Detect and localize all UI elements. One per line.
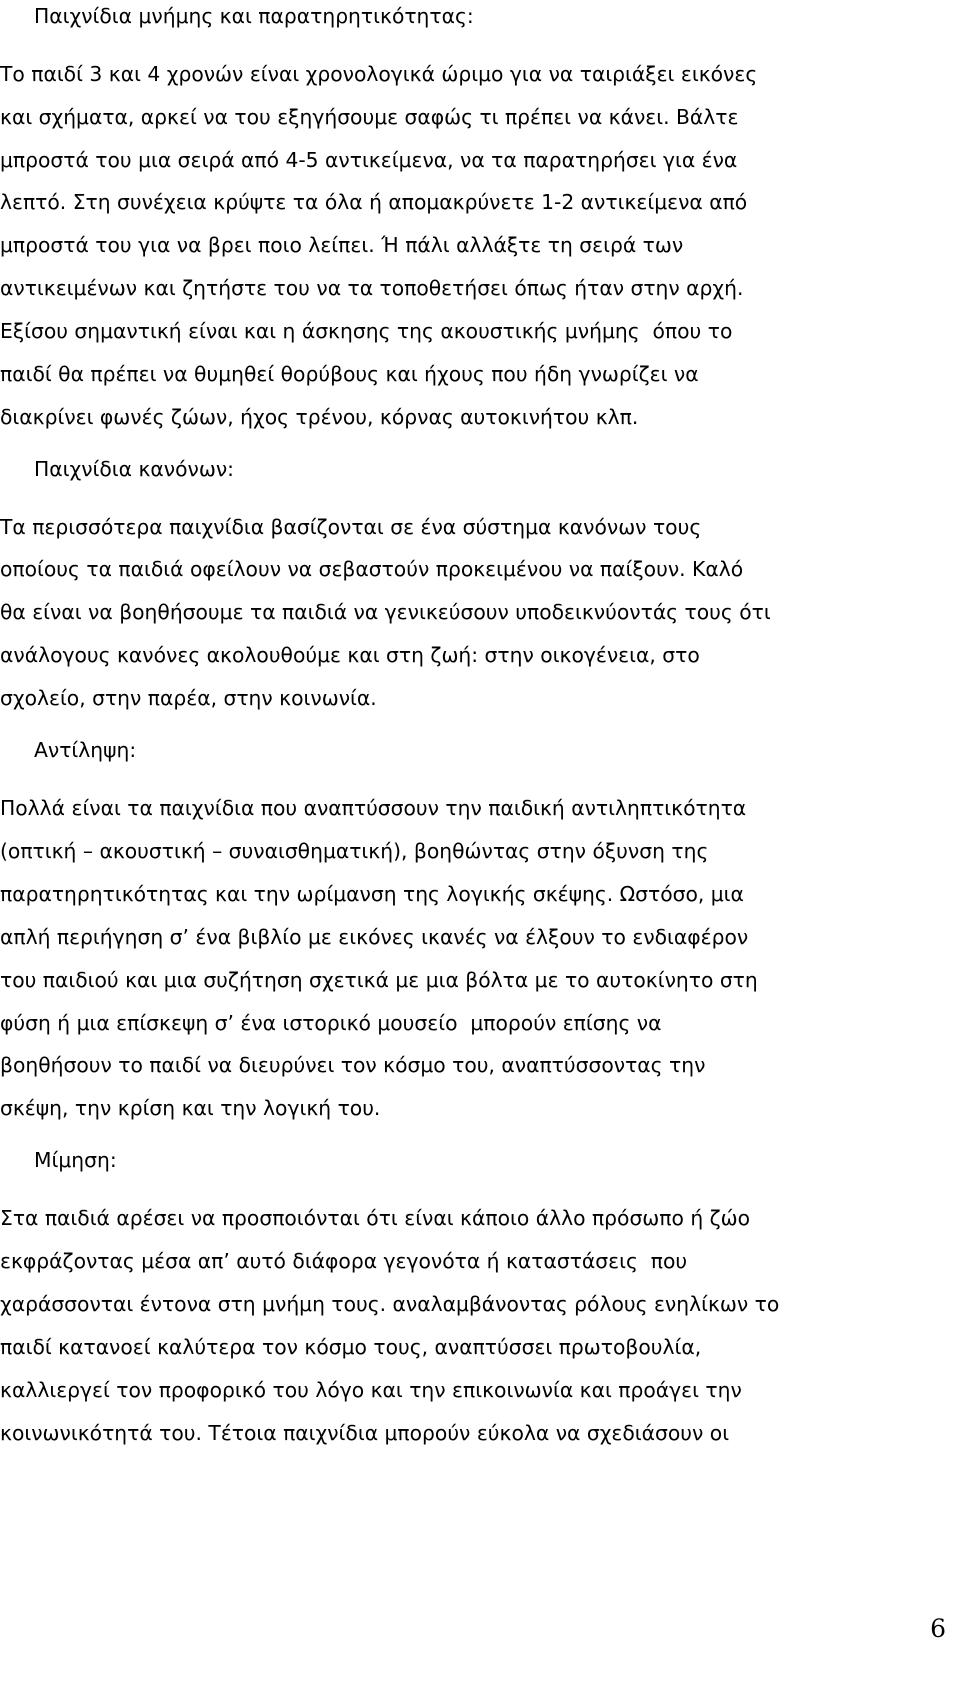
page-number: 6 bbox=[930, 1614, 946, 1643]
paragraph-line: Το παιδί 3 και 4 χρονών είναι χρονολογικά ώριμο για να ταιριάξει εικόνες bbox=[0, 62, 758, 86]
paragraph-line: απλή περιήγηση σ’ ένα βιβλίο με εικόνες ικανές να έλξουν το ενδιαφέρον bbox=[0, 925, 749, 949]
paragraph-line: λεπτό. Στη συνέχεια κρύψτε τα όλα ή απομακρύνετε 1-2 αντικείμενα από bbox=[0, 190, 748, 214]
paragraph-line: βοηθήσουν το παιδί να διευρύνει τον κόσμο του, αναπτύσσοντας την bbox=[0, 1053, 706, 1077]
paragraph-line: παιδί θα πρέπει να θυμηθεί θορύβους και ήχους που ήδη γνωρίζει να bbox=[0, 362, 699, 386]
paragraph-line: Πολλά είναι τα παιχνίδια που αναπτύσσουν την παιδική αντιληπτικότητα bbox=[0, 796, 747, 820]
paragraph-line: χαράσσονται έντονα στη μνήμη τους. αναλαμβάνοντας ρόλους ενηλίκων το bbox=[0, 1292, 780, 1316]
paragraph-line: Τα περισσότερα παιχνίδια βασίζονται σε ένα σύστημα κανόνων τους bbox=[0, 515, 702, 539]
paragraph-line: εκφράζοντας μέσα απ’ αυτό διάφορα γεγονότα ή καταστάσεις που bbox=[0, 1249, 688, 1273]
paragraph-line: αντικειμένων και ζητήστε του να τα τοποθετήσει όπως ήταν στην αρχή. bbox=[0, 276, 744, 300]
paragraph-line: σκέψη, την κρίση και την λογική του. bbox=[0, 1096, 381, 1120]
paragraph-line: ανάλογους κανόνες ακολουθούμε και στη ζωή: στην οικογένεια, στο bbox=[0, 643, 700, 667]
section-heading-imitation: Μίμηση: bbox=[34, 1148, 117, 1172]
paragraph-line: οποίους τα παιδιά οφείλουν να σεβαστούν προκειμένου να παίξουν. Καλό bbox=[0, 557, 744, 581]
paragraph-line: διακρίνει φωνές ζώων, ήχος τρένου, κόρνας αυτοκινήτου κλπ. bbox=[0, 405, 639, 429]
paragraph-line: καλλιεργεί τον προφορικό του λόγο και την επικοινωνία και προάγει την bbox=[0, 1378, 742, 1402]
section-heading-rules: Παιχνίδια κανόνων: bbox=[34, 457, 235, 481]
paragraph-line: και σχήματα, αρκεί να του εξηγήσουμε σαφώς τι πρέπει να κάνει. Βάλτε bbox=[0, 105, 739, 129]
paragraph-line: Στα παιδιά αρέσει να προσποιόνται ότι είναι κάποιο άλλο πρόσωπο ή ζώο bbox=[0, 1206, 751, 1230]
paragraph-line: μπροστά του μια σειρά από 4-5 αντικείμενα, να τα παρατηρήσει για ένα bbox=[0, 148, 738, 172]
section-heading-perception: Αντίληψη: bbox=[34, 738, 137, 762]
paragraph-line: (οπτική – ακουστική – συναισθηματική), βοηθώντας στην όξυνση της bbox=[0, 839, 709, 863]
paragraph-line: σχολείο, στην παρέα, στην κοινωνία. bbox=[0, 686, 377, 710]
paragraph-line: παιδί κατανοεί καλύτερα τον κόσμο τους, αναπτύσσει πρωτοβουλία, bbox=[0, 1335, 702, 1359]
paragraph-line: μπροστά του για να βρει ποιο λείπει. Ή πάλι αλλάξτε τη σειρά των bbox=[0, 233, 684, 257]
section-heading-memory: Παιχνίδια μνήμης και παρατηρητικότητας: bbox=[34, 4, 474, 28]
paragraph-line: φύση ή μια επίσκεψη σ’ ένα ιστορικό μουσείο μπορούν επίσης να bbox=[0, 1011, 662, 1035]
paragraph-line: παρατηρητικότητας και την ωρίμανση της λογικής σκέψης. Ωστόσο, μια bbox=[0, 882, 744, 906]
paragraph-line: Εξίσου σημαντική είναι και η άσκησης της ακουστικής μνήμης όπου το bbox=[0, 319, 733, 343]
paragraph-line: θα είναι να βοηθήσουμε τα παιδιά να γενικεύσουν υποδεικνύοντάς τους ότι bbox=[0, 600, 771, 624]
paragraph-line: του παιδιού και μια συζήτηση σχετικά με μια βόλτα με το αυτοκίνητο στη bbox=[0, 968, 758, 992]
paragraph-line: κοινωνικότητά του. Τέτοια παιχνίδια μπορούν εύκολα να σχεδιάσουν οι bbox=[0, 1421, 730, 1445]
